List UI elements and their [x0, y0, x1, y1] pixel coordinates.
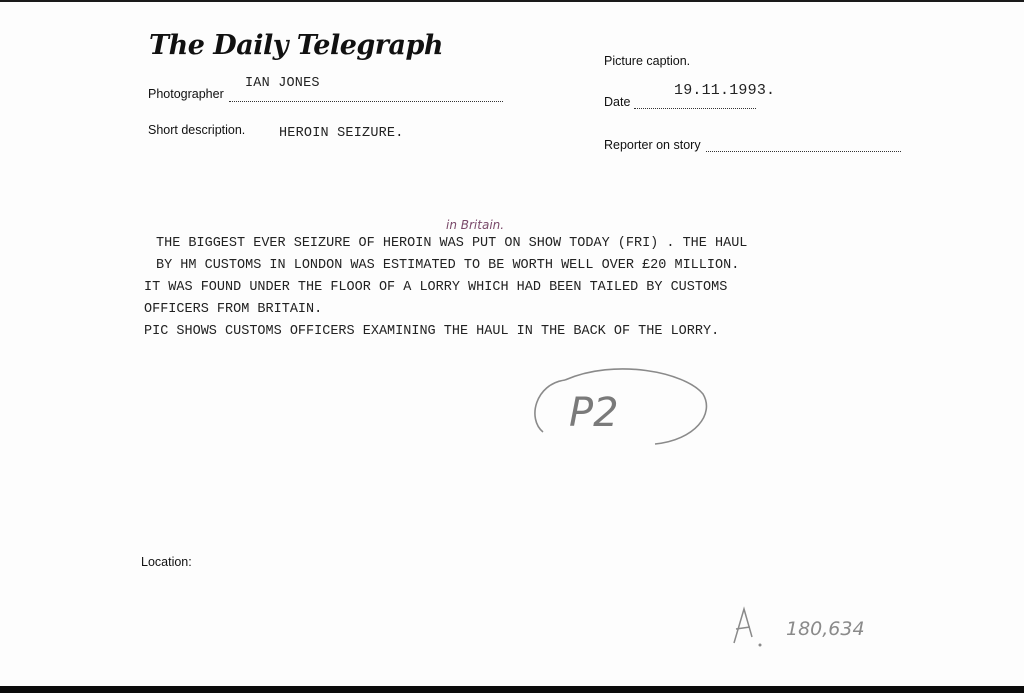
story-text [144, 233, 824, 343]
reporter-label: Reporter on story [604, 138, 701, 152]
date-label: Date [604, 95, 631, 109]
bottom-edge [0, 686, 1024, 693]
reference-number-text: 180,634 [786, 618, 865, 640]
handwritten-insertion: in Britain. [446, 218, 505, 232]
date-dotted-line [634, 108, 756, 109]
location-label: Location: [141, 555, 192, 569]
short-description-value: HEROIN SEIZURE. [279, 126, 404, 141]
short-description-label: Short description. [148, 123, 246, 137]
story-line: THE BIGGEST EVER SEIZURE OF HEROIN WAS PUT ON SHOW TODAY (FRI) . THE HAUL [156, 236, 748, 251]
reference-number-mark [728, 603, 868, 653]
date-value: 19.11.1993. [674, 82, 776, 99]
story-line: PIC SHOWS CUSTOMS OFFICERS EXAMINING THE HAUL IN THE BACK OF THE LORRY. [144, 324, 720, 339]
photographer-value: IAN JONES [245, 76, 320, 91]
story-line: OFFICERS FROM BRITAIN. [144, 302, 323, 317]
page-mark-text: P2 [569, 390, 619, 436]
photographer-dotted-line [229, 101, 503, 102]
story-line: BY HM CUSTOMS IN LONDON WAS ESTIMATED TO BE WORTH WELL OVER £20 MILLION. [156, 258, 740, 273]
story-line: IT WAS FOUND UNDER THE FLOOR OF A LORRY WHICH HAD BEEN TAILED BY CUSTOMS [144, 280, 728, 295]
reporter-dotted-line [706, 151, 901, 152]
top-edge [0, 0, 1024, 2]
photographer-label: Photographer [148, 87, 224, 101]
page-mark-stamp [525, 364, 715, 450]
masthead-logo: The Daily Telegraph [149, 30, 444, 61]
picture-caption-label: Picture caption. [604, 54, 691, 68]
